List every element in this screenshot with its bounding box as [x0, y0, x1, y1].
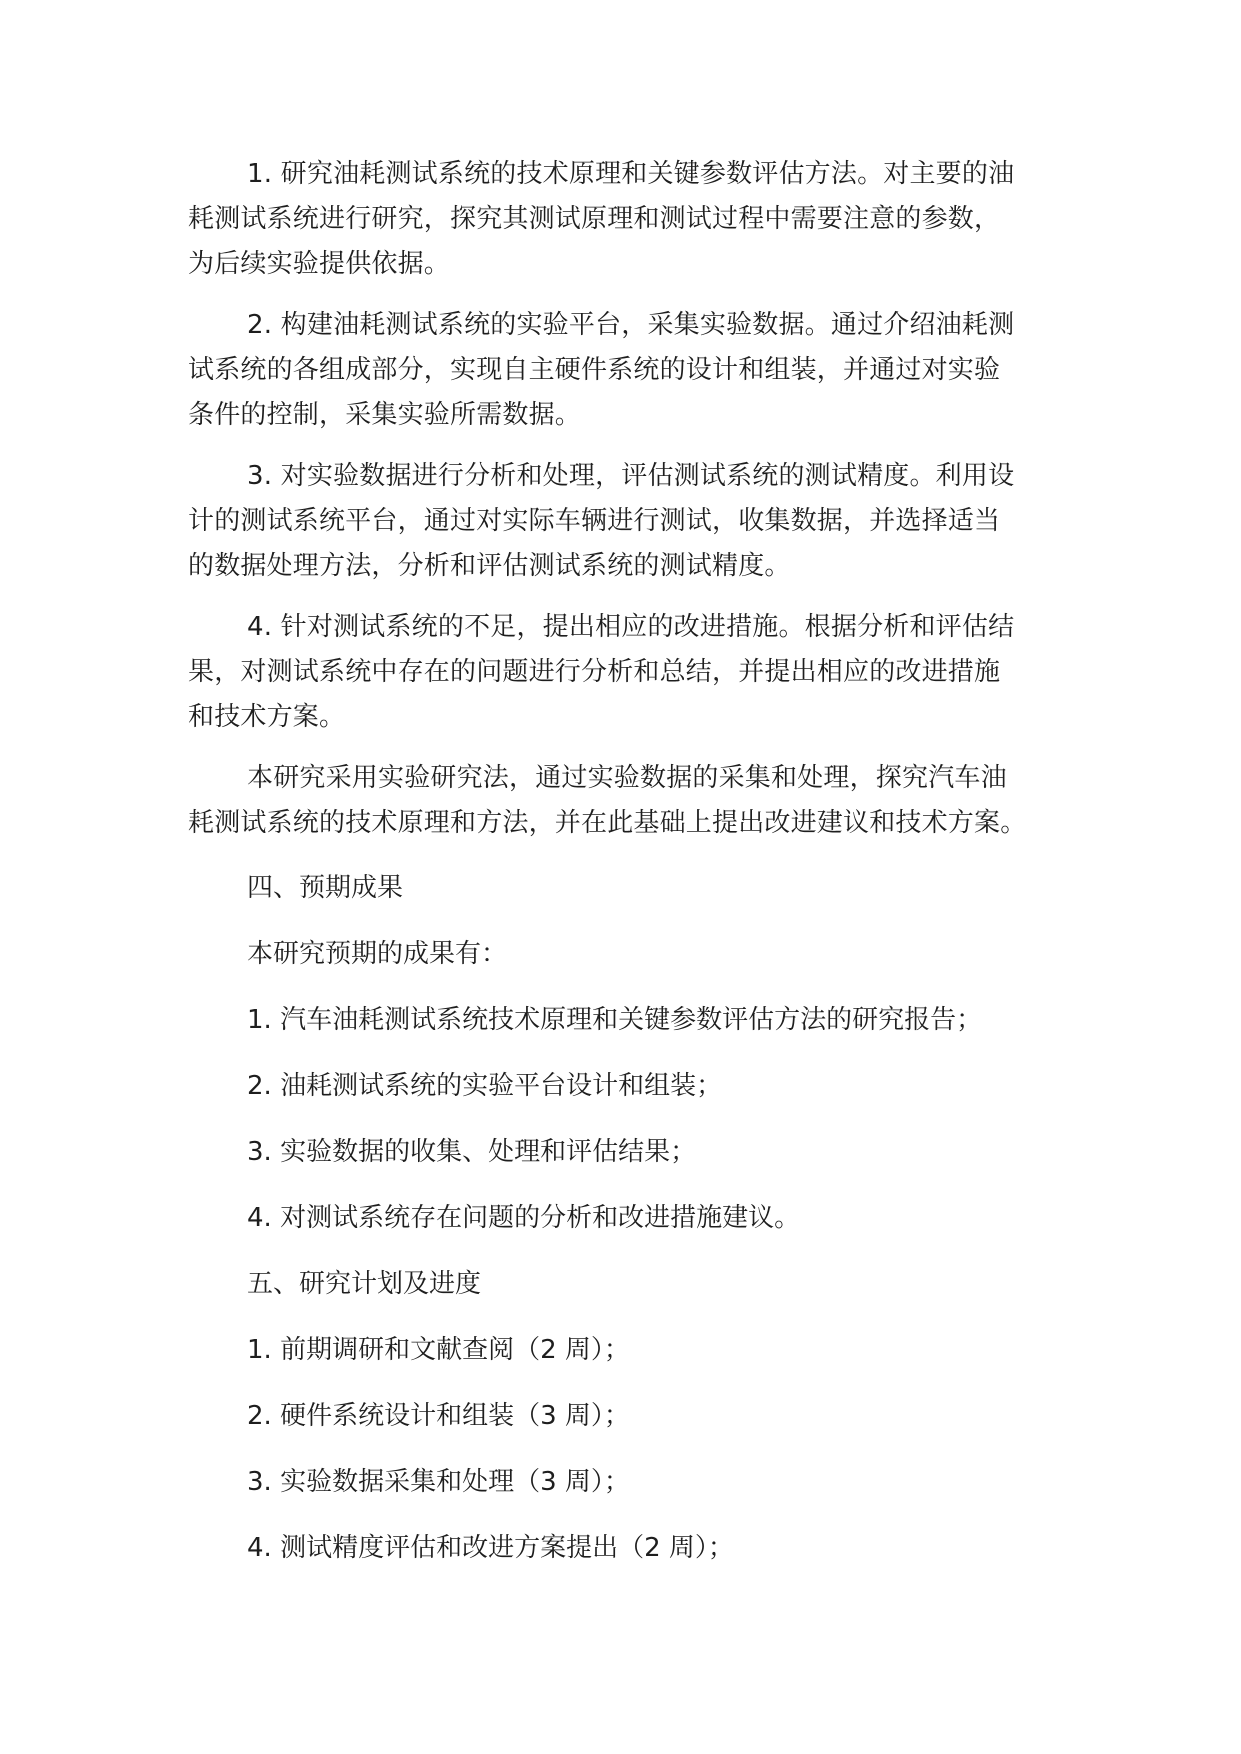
- paragraph-line: 计的测试系统平台，通过对实际车辆进行测试，收集数据，并选择适当: [188, 506, 1001, 536]
- research-plan-item: 1. 前期调研和文献查阅（2 周）；: [247, 1335, 630, 1365]
- paragraph-research-item-4: [188, 605, 1068, 740]
- section-heading-expected-results: 四、预期成果: [247, 873, 404, 903]
- expected-results-intro: 本研究预期的成果有：: [247, 939, 508, 969]
- paragraph-line: 3. 对实验数据进行分析和处理，评估测试系统的测试精度。利用设: [247, 461, 1015, 491]
- expected-result-item: 1. 汽车油耗测试系统技术原理和关键参数评估方法的研究报告；: [247, 1005, 983, 1035]
- research-plan-item: 2. 硬件系统设计和组装（3 周）；: [247, 1401, 630, 1431]
- expected-result-item: 2. 油耗测试系统的实验平台设计和组装；: [247, 1071, 723, 1101]
- paragraph-research-item-1: [188, 152, 1068, 287]
- paragraph-line: 耗测试系统的技术原理和方法，并在此基础上提出改进建议和技术方案。: [188, 808, 1027, 838]
- paragraph-method-summary: [188, 756, 1068, 846]
- research-plan-item: 3. 实验数据采集和处理（3 周）；: [247, 1467, 630, 1497]
- paragraph-line: 2. 构建油耗测试系统的实验平台，采集实验数据。通过介绍油耗测: [247, 310, 1015, 340]
- document-body: [188, 152, 1068, 1592]
- paragraph-line: 条件的控制，采集实验所需数据。: [188, 400, 582, 430]
- paragraph-line: 果，对测试系统中存在的问题进行分析和总结，并提出相应的改进措施: [188, 657, 1001, 687]
- paragraph-research-item-3: [188, 454, 1068, 589]
- section-heading-research-plan: 五、研究计划及进度: [247, 1269, 482, 1299]
- paragraph-line: 和技术方案。: [188, 702, 346, 732]
- paragraph-line: 1. 研究油耗测试系统的技术原理和关键参数评估方法。对主要的油: [247, 159, 1015, 189]
- paragraph-line: 为后续实验提供依据。: [188, 249, 451, 279]
- paragraph-line: 试系统的各组成部分，实现自主硬件系统的设计和组装，并通过对实验: [188, 355, 1001, 385]
- paragraph-line: 4. 针对测试系统的不足，提出相应的改进措施。根据分析和评估结: [247, 612, 1015, 642]
- paragraph-research-item-2: [188, 303, 1068, 438]
- paragraph-line: 本研究采用实验研究法，通过实验数据的采集和处理，探究汽车油: [247, 763, 1007, 793]
- expected-result-item: 3. 实验数据的收集、处理和评估结果；: [247, 1137, 697, 1167]
- expected-result-item: 4. 对测试系统存在问题的分析和改进措施建议。: [247, 1203, 801, 1233]
- paragraph-line: 耗测试系统进行研究，探究其测试原理和测试过程中需要注意的参数，: [188, 204, 1001, 234]
- research-plan-item: 4. 测试精度评估和改进方案提出（2 周）；: [247, 1533, 734, 1563]
- paragraph-line: 的数据处理方法，分析和评估测试系统的测试精度。: [188, 551, 791, 581]
